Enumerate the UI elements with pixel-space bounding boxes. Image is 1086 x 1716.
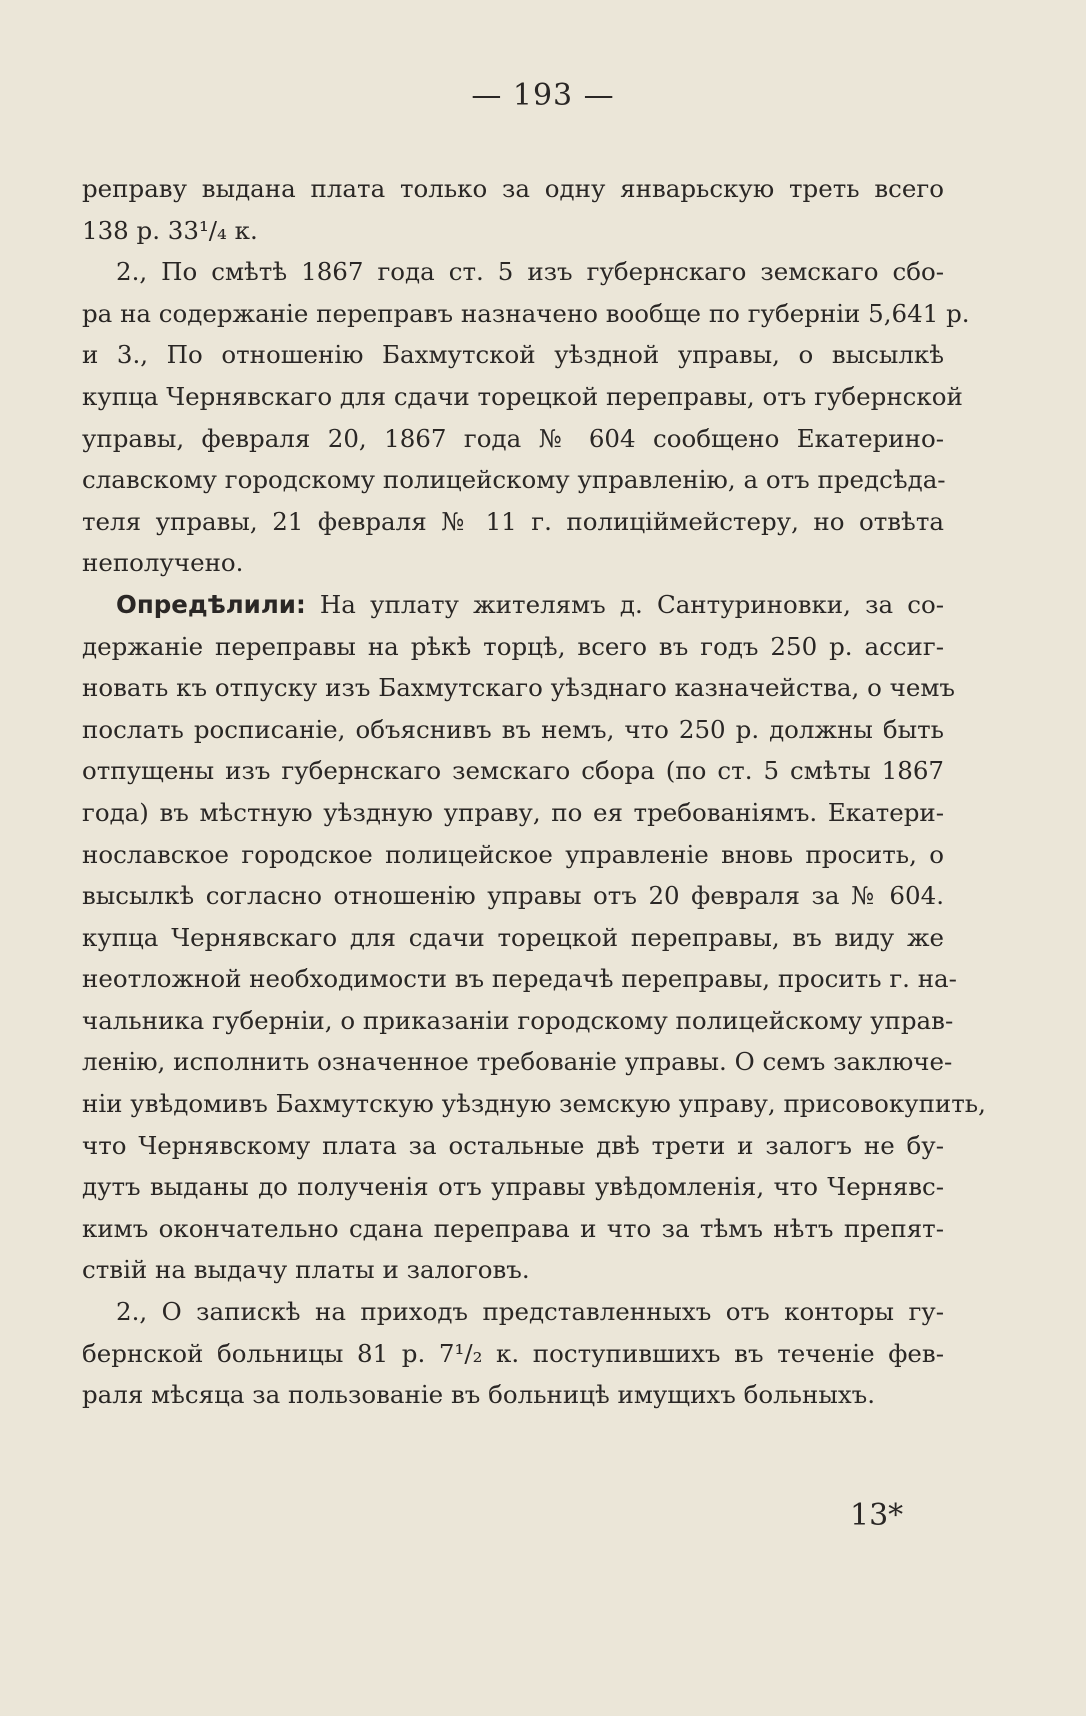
text-line: раля мѣсяца за пользованіе въ больницѣ имущихъ больныхъ.: [82, 1380, 876, 1410]
text-line: ленію, исполнить означенное требованіе управы. О семъ заключе-: [82, 1047, 953, 1077]
text-line: купца Чернявскаго для сдачи торецкой переправы, въ виду же: [82, 922, 944, 952]
body-text: [82, 168, 986, 1416]
text-line: отпущены изъ губернскаго земскаго сбора (по ст. 5 смѣты 1867: [82, 756, 944, 786]
text-line: купца Чернявскаго для сдачи торецкой переправы, отъ губернской: [82, 381, 963, 411]
text-line: держаніе переправы на рѣкѣ торцѣ, всего въ годъ 250 р. ассиг-: [82, 631, 944, 661]
text-line: 138 р. 33¹/₄ к.: [82, 215, 258, 245]
text-line: высылкѣ согласно отношенію управы отъ 20 февраля за № 604.: [82, 881, 944, 911]
text-line: новать къ отпуску изъ Бахмутскаго уѣзднаго казначейства, о чемъ: [82, 673, 955, 703]
signature-mark: 13*: [850, 1498, 904, 1533]
text-line: славскому городскому полицейскому управленію, а отъ предсѣда-: [82, 465, 946, 495]
text-line: неотложной необходимости въ передачѣ переправы, просить г. на-: [82, 964, 957, 994]
text-line: чальника губерніи, о приказаніи городскому полицейскому управ-: [82, 1005, 954, 1035]
text-line: реправу выдана плата только за одну январьскую треть всего: [82, 174, 944, 203]
text-line: послать росписаніе, объяснивъ въ немъ, что 250 р. должны быть: [82, 714, 944, 744]
resolution-first-line: [82, 584, 944, 626]
text-line: 2., По смѣтѣ 1867 года ст. 5 изъ губернскаго земскаго сбо-: [116, 257, 944, 287]
page-number: — 193 —: [471, 78, 615, 113]
text-line: ствій на выдачу платы и залоговъ.: [82, 1255, 530, 1285]
text-line: ра на содержаніе переправъ назначено вообще по губерніи 5,641 р.: [82, 298, 970, 328]
text-line: дутъ выданы до полученія отъ управы увѣдомленія, что Чернявс-: [82, 1172, 944, 1202]
text-line: ніи увѣдомивъ Бахмутскую уѣздную земскую управу, присовокупить,: [82, 1089, 986, 1119]
text-line: 2., О запискѣ на приходъ представленныхъ отъ конторы гу-: [116, 1297, 944, 1327]
text-line: кимъ окончательно сдана переправа и что за тѣмъ нѣтъ препят-: [82, 1213, 944, 1243]
text-line: бернской больницы 81 р. 7¹/₂ к. поступившихъ въ теченіе фев-: [82, 1338, 944, 1368]
text-line: теля управы, 21 февраля № 11 г. полиціймейстеру, но отвѣта: [82, 506, 944, 536]
resolution-text: На уплату жителямъ д. Сантуриновки, за со-: [305, 589, 944, 619]
text-line: что Чернявскому плата за остальные двѣ трети и залогъ не бу-: [82, 1130, 944, 1160]
text-line: и 3., По отношенію Бахмутской уѣздной управы, о высылкѣ: [82, 340, 944, 370]
resolution-label: Опредѣлили:: [116, 589, 306, 619]
text-line: нославское городское полицейское управленіе вновь просить, о: [82, 839, 944, 869]
text-line: неполучено.: [82, 548, 244, 578]
text-line: года) въ мѣстную уѣздную управу, по ея требованіямъ. Екатери-: [82, 797, 944, 827]
text-line: управы, февраля 20, 1867 года № 604 сообщено Екатерино-: [82, 423, 944, 453]
